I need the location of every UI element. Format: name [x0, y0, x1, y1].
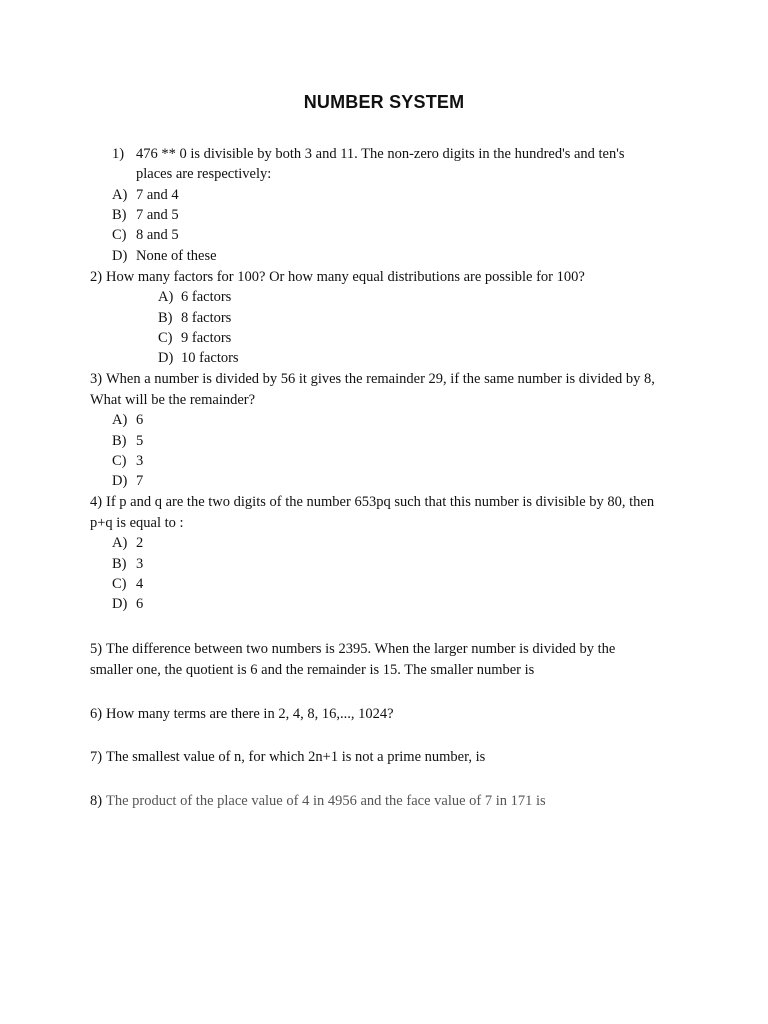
option-letter: A) [112, 187, 128, 203]
option-text: 6 [136, 596, 144, 612]
option-text: 8 and 5 [136, 227, 179, 243]
question-number: 3) [90, 371, 103, 387]
question-number: 5) [90, 641, 103, 657]
page-title: NUMBER SYSTEM [303, 92, 465, 112]
option-letter: B) [158, 310, 173, 326]
option-letter: B) [112, 207, 127, 223]
option-text: 7 and 4 [136, 187, 179, 203]
option-text: 5 [136, 433, 144, 449]
question-text-line: How many factors for 100? Or how many equal distributions are possible for 100? [106, 269, 585, 285]
option-text: 10 factors [181, 350, 239, 366]
question-number: 7) [90, 749, 103, 765]
question-text-line: smaller one, the quotient is 6 and the remainder is 15. The smaller number is [90, 662, 535, 678]
question-text-line: If p and q are the two digits of the number 653pq such that this number is divisible by 80, then [106, 494, 655, 510]
option-letter: D) [112, 248, 128, 264]
question-text-line: 476 ** 0 is divisible by both 3 and 11. The non-zero digits in the hundred's and ten's [136, 146, 625, 162]
option-letter: A) [112, 535, 128, 551]
question-number: 6) [90, 706, 103, 722]
option-letter: D) [112, 596, 128, 612]
option-text: 9 factors [181, 330, 232, 346]
option-letter: D) [158, 350, 174, 366]
option-text: 2 [136, 535, 144, 551]
option-text: 3 [136, 453, 144, 469]
option-letter: C) [112, 576, 127, 592]
question-text-line: The product of the place value of 4 in 4956 and the face value of 7 in 171 is [106, 793, 546, 809]
option-text: 7 [136, 473, 144, 489]
question-text-line: When a number is divided by 56 it gives the remainder 29, if the same number is divided by 8, [106, 371, 655, 387]
question-number: 8) [90, 793, 103, 809]
question-text-line: p+q is equal to : [90, 515, 184, 531]
option-text: 6 factors [181, 289, 232, 305]
option-text: 8 factors [181, 310, 232, 326]
option-letter: C) [112, 453, 127, 469]
question-number: 2) [90, 269, 103, 285]
option-text: 3 [136, 556, 144, 572]
question-text-line: What will be the remainder? [90, 392, 256, 408]
option-letter: C) [112, 227, 127, 243]
question-number: 4) [90, 494, 103, 510]
option-letter: C) [158, 330, 173, 346]
question-text-line: The difference between two numbers is 2395. When the larger number is divided by the [106, 641, 616, 657]
option-text: 4 [136, 576, 144, 592]
option-letter: A) [158, 289, 174, 305]
question-text-line: The smallest value of n, for which 2n+1 is not a prime number, is [106, 749, 486, 765]
question-text-line: places are respectively: [136, 166, 272, 182]
question-number: 1) [112, 146, 125, 162]
question-text-line: How many terms are there in 2, 4, 8, 16,..., 1024? [106, 706, 394, 722]
option-text: None of these [136, 248, 217, 264]
option-letter: B) [112, 556, 127, 572]
option-text: 7 and 5 [136, 207, 179, 223]
option-letter: B) [112, 433, 127, 449]
option-letter: D) [112, 473, 128, 489]
option-text: 6 [136, 412, 144, 428]
option-letter: A) [112, 412, 128, 428]
